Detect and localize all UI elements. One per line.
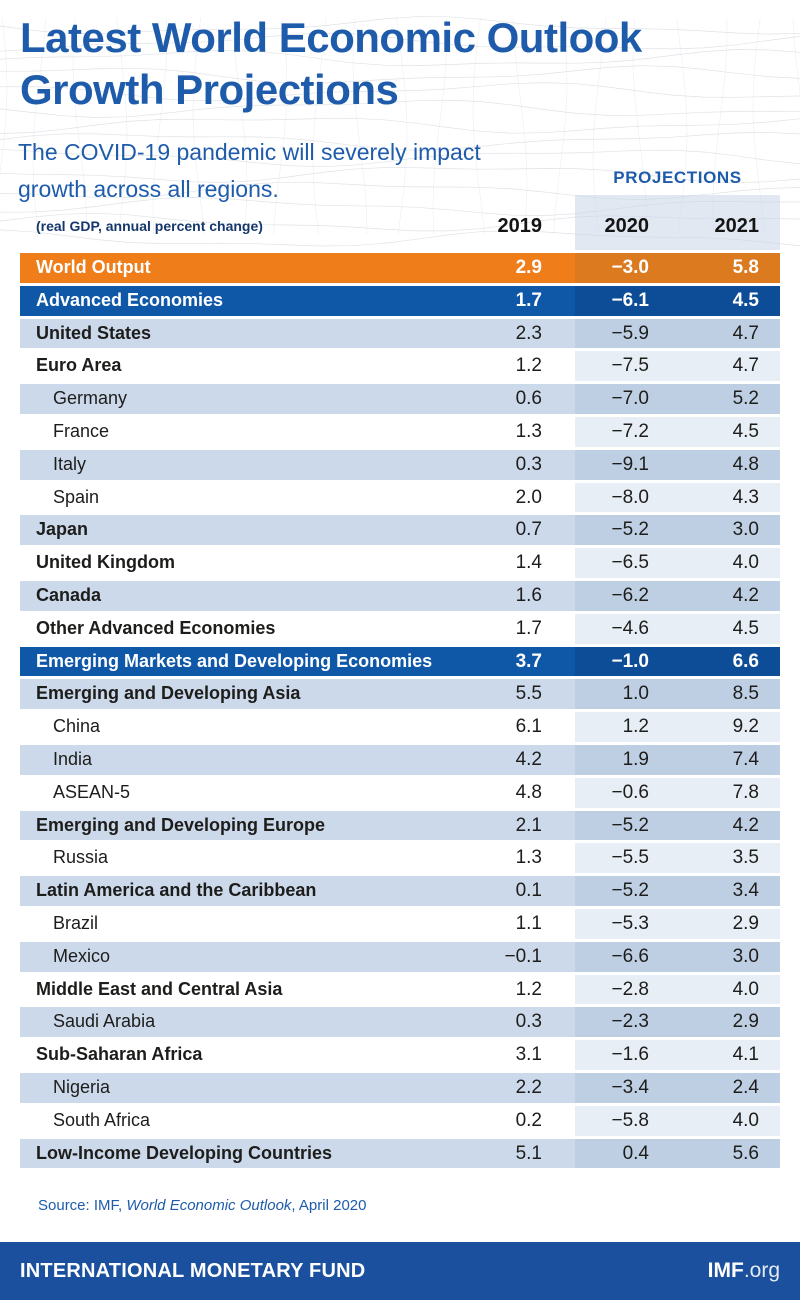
footer-bar — [0, 1242, 800, 1300]
value-2019: 2.2 — [515, 1076, 542, 1098]
value-2020: −5.2 — [575, 876, 678, 906]
table-row — [20, 942, 780, 972]
value-2020: −4.6 — [575, 614, 678, 644]
value-2020: −7.5 — [575, 351, 678, 381]
source-suffix: , April 2020 — [291, 1197, 367, 1214]
row-label: Japan — [36, 519, 89, 540]
row-label: Euro Area — [36, 355, 122, 376]
row-label: ASEAN-5 — [53, 781, 131, 802]
row-label: Low-Income Developing Countries — [36, 1142, 333, 1163]
value-2021: 4.5 — [678, 417, 780, 447]
table-row — [20, 811, 780, 841]
row-label: Spain — [53, 486, 100, 507]
value-2019: 1.4 — [515, 552, 542, 574]
value-2020: −9.1 — [575, 450, 678, 480]
table-row — [20, 548, 780, 578]
row-label: Sub-Saharan Africa — [36, 1044, 203, 1065]
value-2019: 3.1 — [515, 1044, 542, 1066]
value-2021: 4.1 — [678, 1040, 780, 1070]
table-row — [20, 581, 780, 611]
row-label: Nigeria — [53, 1076, 111, 1097]
value-2021: 4.2 — [678, 581, 780, 611]
row-label: Other Advanced Economies — [36, 617, 276, 638]
value-2020: −6.1 — [575, 286, 678, 316]
table-row — [20, 647, 780, 677]
value-2020: 1.0 — [575, 679, 678, 709]
value-2020: −5.8 — [575, 1106, 678, 1136]
value-2019: 1.2 — [515, 355, 542, 377]
value-2021: 3.4 — [678, 876, 780, 906]
value-2020: −6.2 — [575, 581, 678, 611]
row-label: Canada — [36, 584, 102, 605]
value-2021: 4.5 — [678, 286, 780, 316]
row-label: Mexico — [53, 945, 111, 966]
value-2021: 5.8 — [678, 253, 780, 283]
value-2019: 1.3 — [515, 847, 542, 869]
table-row — [20, 515, 780, 545]
value-2019: 0.3 — [515, 1011, 542, 1033]
value-2021: 7.4 — [678, 745, 780, 775]
title-line-1: Latest World Economic Outlook — [20, 14, 642, 61]
value-2019: 1.7 — [515, 617, 542, 639]
row-label: Emerging Markets and Developing Economies — [36, 650, 433, 671]
value-2019: 2.3 — [515, 322, 542, 344]
value-2019: 1.7 — [515, 289, 542, 311]
value-2019: 0.1 — [515, 880, 542, 902]
table-row — [20, 876, 780, 906]
projections-label: PROJECTIONS — [613, 168, 742, 187]
subtitle-line-1: The COVID-19 pandemic will severely impact — [18, 139, 481, 165]
value-2021: 4.5 — [678, 614, 780, 644]
value-2019: 6.1 — [515, 716, 542, 738]
subtitle — [18, 134, 481, 208]
value-2020: −2.8 — [575, 975, 678, 1005]
table-row — [20, 1073, 780, 1103]
value-2019: 4.8 — [515, 781, 542, 803]
table-row — [20, 286, 780, 316]
table-row — [20, 909, 780, 939]
value-2021: 4.3 — [678, 483, 780, 513]
row-label: Saudi Arabia — [53, 1011, 156, 1032]
value-2021: 8.5 — [678, 679, 780, 709]
value-2019: −0.1 — [504, 945, 542, 967]
row-label: United States — [36, 322, 152, 343]
year-header-2021: 2021 — [714, 215, 759, 237]
table-row — [20, 450, 780, 480]
value-2021: 3.0 — [678, 515, 780, 545]
value-2019: 4.2 — [515, 748, 542, 770]
value-2021: 4.7 — [678, 319, 780, 349]
row-label: Emerging and Developing Asia — [36, 683, 301, 704]
value-2019: 0.7 — [515, 519, 542, 541]
value-2021: 3.5 — [678, 843, 780, 873]
value-2020: −5.5 — [575, 843, 678, 873]
column-header-row — [20, 206, 780, 246]
value-2021: 7.8 — [678, 778, 780, 808]
value-2019: 2.9 — [515, 257, 542, 278]
table-row — [20, 384, 780, 414]
table-row — [20, 975, 780, 1005]
title-line-2: Growth Projections — [20, 66, 399, 113]
value-2020: 1.9 — [575, 745, 678, 775]
value-2021: 4.7 — [678, 351, 780, 381]
value-2021: 4.0 — [678, 1106, 780, 1136]
value-2021: 4.0 — [678, 975, 780, 1005]
value-2019: 1.3 — [515, 420, 542, 442]
value-2021: 2.9 — [678, 909, 780, 939]
row-label: Germany — [53, 388, 128, 409]
value-2021: 2.9 — [678, 1007, 780, 1037]
value-2019: 3.7 — [515, 650, 542, 672]
value-2020: −5.2 — [575, 811, 678, 841]
value-2020: −7.2 — [575, 417, 678, 447]
value-2020: −1.0 — [575, 647, 678, 677]
org-name: INTERNATIONAL MONETARY FUND — [20, 1259, 366, 1282]
value-2019: 5.1 — [515, 1142, 542, 1164]
imf-org-link[interactable] — [708, 1259, 780, 1283]
table-row — [20, 253, 780, 283]
value-2021: 4.0 — [678, 548, 780, 578]
row-label: India — [53, 748, 93, 769]
value-2020: −6.5 — [575, 548, 678, 578]
value-2021: 5.6 — [678, 1139, 780, 1169]
value-2021: 5.2 — [678, 384, 780, 414]
value-2019: 2.1 — [515, 814, 542, 836]
value-2019: 2.0 — [515, 486, 542, 508]
row-label: China — [53, 716, 101, 737]
value-2019: 1.2 — [515, 978, 542, 1000]
value-2021: 4.2 — [678, 811, 780, 841]
value-2020: −8.0 — [575, 483, 678, 513]
table-row — [20, 483, 780, 513]
table-row — [20, 745, 780, 775]
value-2021: 9.2 — [678, 712, 780, 742]
value-2020: −3.0 — [575, 253, 678, 283]
row-label: Advanced Economies — [36, 289, 224, 310]
value-2020: −1.6 — [575, 1040, 678, 1070]
value-2020: −5.3 — [575, 909, 678, 939]
year-header-2020: 2020 — [604, 215, 649, 237]
table-row — [20, 712, 780, 742]
unit-note: (real GDP, annual percent change) — [36, 218, 263, 234]
table-row — [20, 778, 780, 808]
year-header-2019: 2019 — [497, 215, 542, 237]
value-2020: −7.0 — [575, 384, 678, 414]
value-2020: −5.9 — [575, 319, 678, 349]
imf-org-bold: IMF — [707, 1259, 744, 1282]
value-2020: 1.2 — [575, 712, 678, 742]
table-row — [20, 614, 780, 644]
value-2020: 0.4 — [575, 1139, 678, 1169]
value-2019: 5.5 — [515, 683, 542, 705]
value-2019: 0.2 — [515, 1109, 542, 1131]
value-2021: 2.4 — [678, 1073, 780, 1103]
value-2020: −0.6 — [575, 778, 678, 808]
row-label: Latin America and the Caribbean — [36, 880, 317, 901]
value-2019: 0.3 — [515, 453, 542, 475]
imf-org-suffix: .org — [743, 1259, 780, 1282]
table-row — [20, 1106, 780, 1136]
table-row — [20, 417, 780, 447]
value-2020: −2.3 — [575, 1007, 678, 1037]
value-2019: 0.6 — [515, 388, 542, 410]
subtitle-line-2: growth across all regions. — [18, 176, 279, 202]
row-label: Italy — [53, 453, 87, 474]
value-2021: 4.8 — [678, 450, 780, 480]
source-note — [38, 1197, 366, 1214]
page-title — [20, 12, 642, 116]
table-row — [20, 1139, 780, 1169]
value-2021: 6.6 — [678, 647, 780, 677]
value-2020: −6.6 — [575, 942, 678, 972]
value-2019: 1.1 — [515, 912, 542, 934]
value-2021: 3.0 — [678, 942, 780, 972]
row-label: Brazil — [53, 912, 99, 933]
source-publication: World Economic Outlook — [126, 1197, 292, 1214]
table-row — [20, 843, 780, 873]
row-label: France — [53, 420, 110, 441]
row-label: World Output — [36, 257, 151, 277]
table-row — [20, 1007, 780, 1037]
row-label: Russia — [53, 847, 109, 868]
value-2019: 1.6 — [515, 584, 542, 606]
projections-table — [20, 253, 780, 1168]
table-row — [20, 319, 780, 349]
row-label: South Africa — [53, 1109, 151, 1130]
table-row — [20, 679, 780, 709]
table-row — [20, 351, 780, 381]
source-prefix: Source: IMF, — [38, 1197, 127, 1214]
row-label: United Kingdom — [36, 552, 175, 573]
value-2020: −5.2 — [575, 515, 678, 545]
table-row — [20, 1040, 780, 1070]
row-label: Emerging and Developing Europe — [36, 814, 326, 835]
row-label: Middle East and Central Asia — [36, 978, 283, 999]
value-2020: −3.4 — [575, 1073, 678, 1103]
